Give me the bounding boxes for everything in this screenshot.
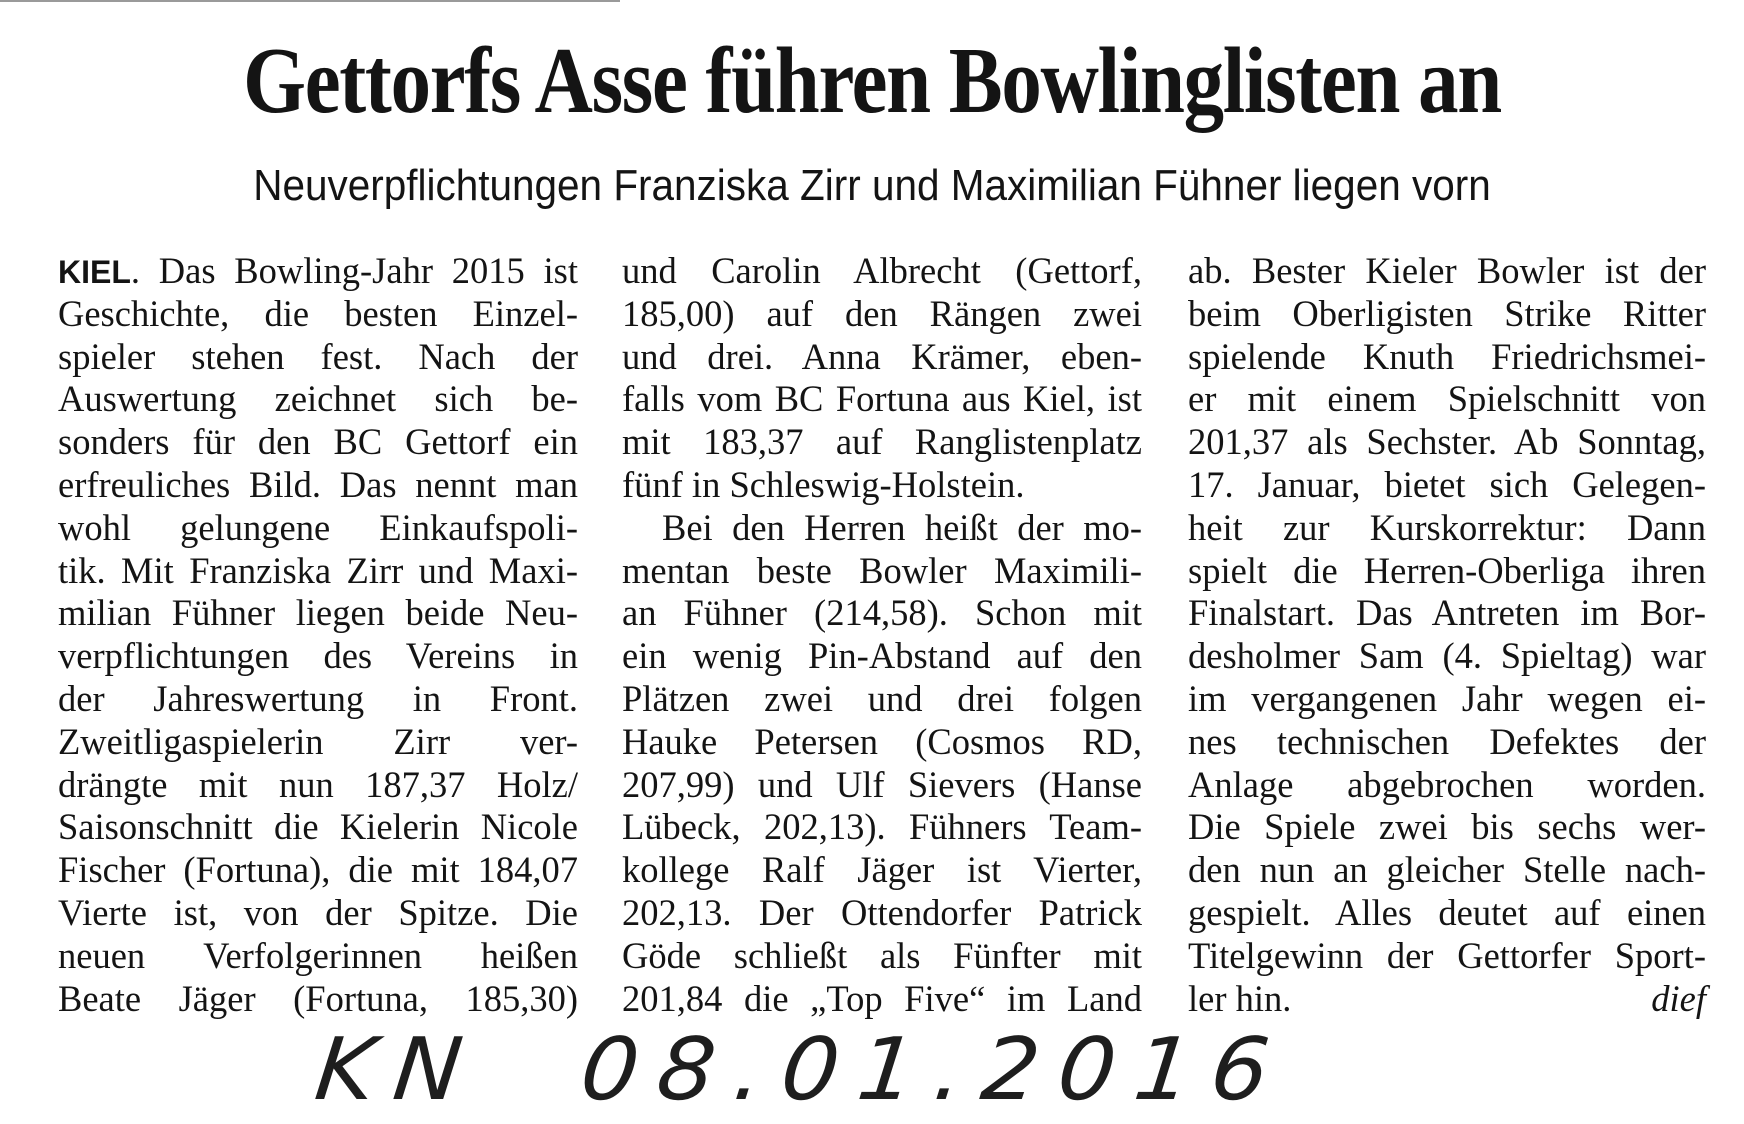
article-line: spielt die Herren-Oberliga ihren (1188, 549, 1706, 591)
article-line: desholmer Sam (4. Spieltag) war (1188, 635, 1706, 677)
article-line: der Jahreswertung in Front. (58, 677, 578, 719)
article-line: 202,13. Der Ottendorfer Patrick (622, 891, 1142, 933)
article-line: an Fühner (214,58). Schon mit (622, 592, 1142, 634)
article-line: Geschichte, die besten Einzel- (58, 292, 578, 334)
article-line: Beate Jäger (Fortuna, 185,30) (58, 977, 578, 1019)
handwritten-note (310, 1020, 1292, 1120)
article-line: 201,37 als Sechster. Ab Sonntag, (1188, 421, 1706, 463)
headline: Gettorfs Asse führen Bowlinglisten an (243, 29, 1501, 133)
article-line: sonders für den BC Gettorf ein (58, 421, 578, 463)
article-column-1 (58, 250, 578, 1020)
article-column-2 (622, 250, 1142, 1020)
article-line: Bei den Herren heißt der mo- (662, 506, 1142, 548)
article-line: er mit einem Spielschnitt von (1188, 378, 1706, 420)
article-line: neuen Verfolgerinnen heißen (58, 934, 578, 976)
article-line: erfreuliches Bild. Das nennt man (58, 463, 578, 505)
handwritten-source: KN (310, 1020, 487, 1120)
article-line: Titelgewinn der Gettorfer Sport- (1188, 934, 1706, 976)
article-line: beim Oberligisten Strike Ritter (1188, 292, 1706, 334)
article-line: und drei. Anna Krämer, eben- (622, 335, 1142, 377)
last-line-with-author (1188, 978, 1706, 1021)
dateline: KIEL (58, 254, 131, 290)
article-line: spieler stehen fest. Nach der (58, 335, 578, 377)
article-line: Lübeck, 202,13). Fühners Team- (622, 806, 1142, 848)
article-line (58, 250, 578, 293)
scan-edge-line (0, 0, 620, 2)
article-line: mentan beste Bowler Maximili- (622, 549, 1142, 591)
subheadline: Neuverpflichtungen Franziska Zirr und Maximilian Fühner liegen vorn (253, 161, 1491, 210)
article-line: Göde schließt als Fünfter mit (622, 934, 1142, 976)
article-line: ler hin. (1188, 977, 1292, 1019)
article-line: wohl gelungene Einkaufspoli- (58, 506, 578, 548)
article-line: ein wenig Pin-Abstand auf den (622, 635, 1142, 677)
article-line: fünf in Schleswig-Holstein. (622, 463, 1025, 505)
article-line: Fischer (Fortuna), die mit 184,07 (58, 849, 578, 891)
article-line: 17. Januar, bietet sich Gelegen- (1188, 463, 1706, 505)
article-line: nes technischen Defektes der (1188, 720, 1706, 762)
article-line: falls vom BC Fortuna aus Kiel, ist (622, 378, 1142, 420)
handwritten-date: 08.01.2016 (575, 1020, 1293, 1120)
article-line: 207,99) und Ulf Sievers (Hanse (622, 763, 1142, 805)
article-line: mit 183,37 auf Ranglistenplatz (622, 421, 1142, 463)
article-line: 185,00) auf den Rängen zwei (622, 292, 1142, 334)
article-line-text: . Das Bowling-Jahr 2015 ist (130, 250, 578, 291)
article-line: Finalstart. Das Antreten im Bor- (1188, 592, 1706, 634)
article-line: gespielt. Alles deutet auf einen (1188, 891, 1706, 933)
article-line: Zweitligaspielerin Zirr ver- (58, 720, 578, 762)
article-line: Hauke Petersen (Cosmos RD, (622, 720, 1142, 762)
article-line: ab. Bester Kieler Bowler ist der (1188, 250, 1706, 291)
article-line: im vergangenen Jahr wegen ei- (1188, 677, 1706, 719)
article-line: Saisonschnitt die Kielerin Nicole (58, 806, 578, 848)
article-line: Anlage abgebrochen worden. (1188, 763, 1706, 805)
article-line: tik. Mit Franziska Zirr und Maxi- (58, 549, 578, 591)
article-line: Auswertung zeichnet sich be- (58, 378, 578, 420)
article-line: spielende Knuth Friedrichsmei- (1188, 335, 1706, 377)
article-line: und Carolin Albrecht (Gettorf, (622, 250, 1142, 291)
article-column-3 (1188, 250, 1706, 1020)
article-line: Die Spiele zwei bis sechs wer- (1188, 806, 1706, 848)
article-line: verpflichtungen des Vereins in (58, 635, 578, 677)
article-line: heit zur Kurskorrektur: Dann (1188, 506, 1706, 548)
article-line: milian Fühner liegen beide Neu- (58, 592, 578, 634)
article-line: drängte mit nun 187,37 Holz/ (58, 763, 578, 805)
article-line: 201,84 die „Top Five“ im Land (622, 977, 1142, 1019)
author-byline: dief (1651, 977, 1706, 1019)
article-line: den nun an gleicher Stelle nach- (1188, 849, 1706, 891)
article-line: Plätzen zwei und drei folgen (622, 677, 1142, 719)
article-line: Vierte ist, von der Spitze. Die (58, 891, 578, 933)
article-line: kollege Ralf Jäger ist Vierter, (622, 849, 1142, 891)
